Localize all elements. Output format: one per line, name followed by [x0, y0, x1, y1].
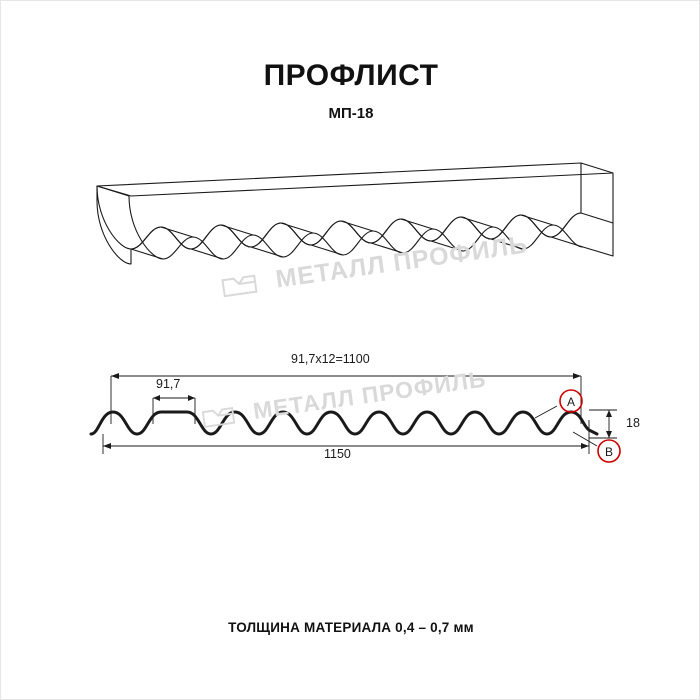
callout-circle-a — [560, 390, 582, 412]
product-code: МП-18 — [328, 105, 374, 122]
dimension-pitch: 91,7 — [156, 377, 181, 391]
callout-circle-b — [598, 440, 620, 462]
watermark-text: МЕТАЛЛ ПРОФИЛЬ — [273, 230, 530, 294]
cross-section-diagram — [61, 346, 661, 491]
dimension-overall-top: 91,7х12=1100 — [291, 352, 370, 366]
material-thickness-note: ТОЛЩИНА МАТЕРИАЛА 0,4 – 0,7 мм — [228, 620, 474, 635]
dimension-height: 18 — [626, 416, 640, 430]
svg-text:A: A — [566, 395, 576, 409]
page-title: ПРОФЛИСТ — [263, 59, 439, 92]
svg-text:B: B — [604, 445, 614, 459]
watermark-text: МЕТАЛЛ ПРОФИЛЬ — [251, 365, 488, 424]
isometric-sheet-illustration — [61, 141, 651, 321]
dimension-overall-bottom: 1150 — [324, 447, 351, 461]
